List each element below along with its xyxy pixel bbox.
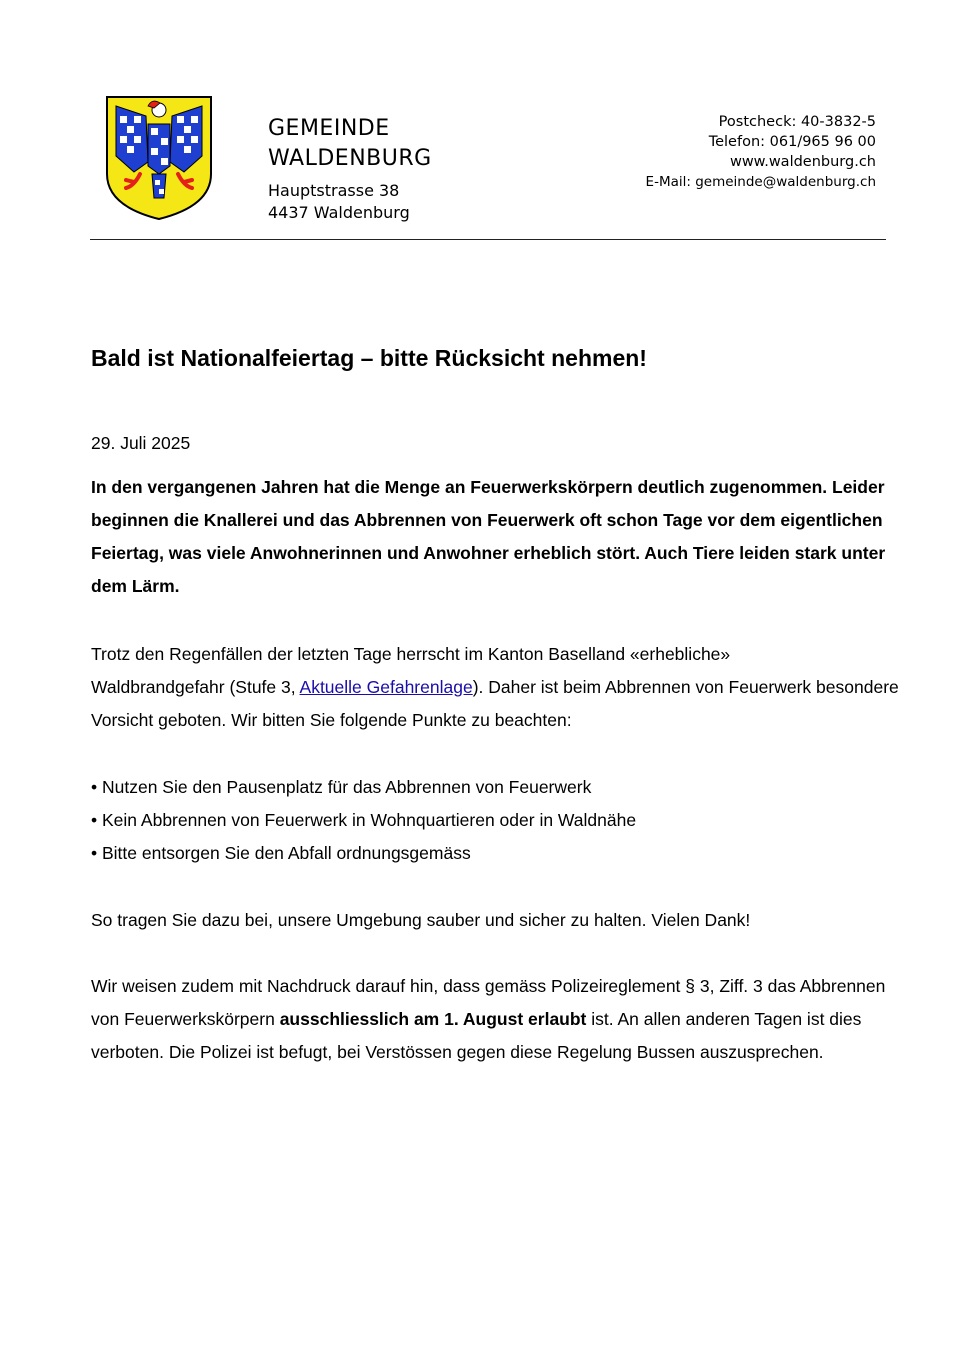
fire-danger-text-2: Waldbrandgefahr (Stufe 3, bbox=[91, 677, 300, 697]
publish-date: 29. Juli 2025 bbox=[91, 433, 191, 453]
telefon: Telefon: 061/965 96 00 bbox=[708, 134, 876, 150]
regulation-text-1: Wir weisen zudem mit Nachdruck darauf hin, dass gemäss Polizeireglement § 3, Ziff. 3 das Abbrennen von Feuerwerkskörpern bbox=[91, 976, 886, 1029]
fire-danger-text-3: ). Daher ist beim Abbrennen von Feuerwerk besondere Vorsicht geboten. Wir bitten Sie folgende Punkte zu beachten: bbox=[91, 677, 899, 730]
regulation-paragraph bbox=[91, 970, 901, 1069]
regulation-bold: ausschliesslich am 1. August erlaubt bbox=[279, 1009, 587, 1029]
hazard-level-link[interactable]: Aktuelle Gefahrenlage bbox=[299, 677, 473, 697]
lead-paragraph: In den vergangenen Jahren hat die Menge an Feuerwerkskörpern deutlich zugenommen. Leider beginnen die Knallerei und das Abbrennen von Feuerwerk oft schon Tage vor dem eigentlichen Feiertag, was viele Anwohnerinnen und Anwohner erheblich stört. Auch Tiere leiden stark unter dem Lärm. bbox=[91, 477, 886, 596]
municipality-header bbox=[268, 114, 432, 224]
thanks-paragraph: So tragen Sie dazu bei, unsere Umgebung sauber und sicher zu halten. Vielen Dank! bbox=[91, 910, 751, 930]
org-name-line1: GEMEINDE bbox=[268, 116, 390, 141]
list-item: • Nutzen Sie den Pausenplatz für das Abbrennen von Feuerwerk bbox=[91, 777, 592, 797]
postcheck: Postcheck: 40-3832-5 bbox=[718, 114, 876, 130]
list-item: • Kein Abbrennen von Feuerwerk in Wohnquartieren oder in Waldnähe bbox=[91, 810, 637, 830]
org-name-line2: WALDENBURG bbox=[268, 146, 432, 171]
email: E-Mail: gemeinde@waldenburg.ch bbox=[645, 174, 876, 190]
regulation-text-2: ist. An allen anderen Tagen ist dies verboten. Die Polizei ist befugt, bei Verstössen gegen diese Regelung Bussen auszusprechen. bbox=[91, 1009, 862, 1062]
coat-of-arms-icon bbox=[104, 94, 214, 222]
page-title: Bald ist Nationalfeiertag – bitte Rücksicht nehmen! bbox=[91, 345, 647, 371]
fire-danger-paragraph bbox=[91, 638, 901, 737]
contact-block bbox=[646, 112, 876, 192]
website: www.waldenburg.ch bbox=[729, 154, 876, 170]
street-address: Hauptstrasse 38 bbox=[268, 181, 400, 200]
city-address: 4437 Waldenburg bbox=[268, 203, 410, 222]
list-item: • Bitte entsorgen Sie den Abfall ordnungsgemäss bbox=[91, 843, 471, 863]
rules-list bbox=[91, 771, 901, 870]
header-divider bbox=[90, 239, 886, 240]
fire-danger-text-1: Trotz den Regenfällen der letzten Tage herrscht im Kanton Baselland «erhebliche» bbox=[91, 644, 731, 664]
